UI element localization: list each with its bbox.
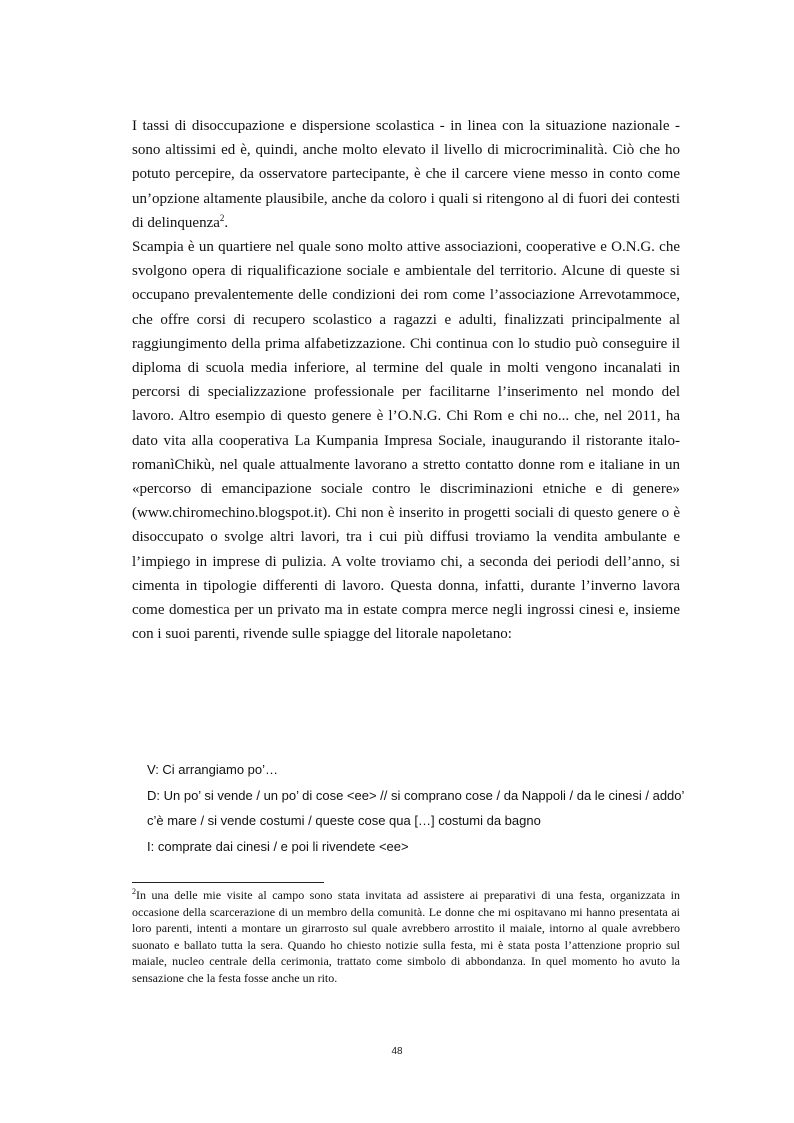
footnote-text: In una delle mie visite al campo sono stata invitata ad assistere ai preparativi di una festa, organizzata in occasione della scarcerazione di un membro della comunità. Le donne che mi ospitavano mi hanno presentata ai loro parenti, intenti a montare un girarrosto sul quale avrebbero arrostito il maiale, intorno al quale avrebbero suonato e ballato tutta la sera. Quando ho chiesto notizie sulla festa, mi è stata posta l’attenzione proprio sul maiale, nucleo centrale della cerimonia, trattato come simbolo di abbondanza. In quel momento ho avuto la sensazione che la festa fosse anche un rito. [132, 888, 680, 985]
paragraph-1-end: . [224, 214, 229, 231]
main-text [132, 114, 680, 646]
paragraph-2: Scampia è un quartiere nel quale sono molto attive associazioni, cooperative e O.N.G. che svolgono opera di riqualificazione sociale e ambientale del territorio. Alcune di queste si occupano prevalentemente delle condizioni dei rom come l’associazione Arrevotammoce, che offre corsi di recupero scolastico a ragazzi e adulti, finalizzati principalmente al raggiungimento della prima alfabetizzazione. Chi continua con lo studio può conseguire il diploma di scuola media inferiore, al termine del quale in molti vengono incanalati in percorsi di specializzazione professionale per facilitarne l’inserimento nel mondo del lavoro. Altro esempio di questo genere è l’O.N.G. Chi Rom e chi no... che, nel 2011, ha dato vita alla cooperativa La Kumpania Impresa Sociale, inaugurando il ristorante italo-romanìChikù, nel quale attualmente lavorano a stretto contatto donne rom e italiane in un «percorso di emancipazione sociale contro le discriminazioni etniche e di genere» (www.chiromechino.blogspot.it). Chi non è inserito in progetti sociali di questo genere o è disoccupato o svolge altri lavori, tra i cui più diffusi troviamo la vendita ambulante e l’impiego in imprese di pulizia. A volte troviamo chi, a seconda dei periodi dell’anno, si cimenta in tipologie differenti di lavoro. Questa donna, infatti, durante l’inverno lavora come domestica per un privato ma in estate compra merce negli ingrossi cinesi e, insieme con i suoi parenti, rivende sulle spiagge del litorale napoletano: [132, 239, 680, 643]
transcript-line-1: V: Ci arrangiamo po’… [147, 762, 279, 777]
interview-transcript [147, 757, 687, 859]
page-number: 48 [391, 1046, 403, 1057]
footnote-reference: 2 [219, 212, 225, 223]
footnote-number: 2 [132, 887, 136, 896]
transcript-line-3: I: comprate dai cinesi / e poi li rivendete <ee> [147, 838, 409, 854]
transcript-line-2: D: Un po’ si vende / un po’ di cose <ee> // si comprano cose / da Nappoli / da le cinesi / addo’ c’è mare / si vende costumi / queste cose qua […] costumi da bagno [147, 787, 684, 828]
footnote [132, 887, 680, 987]
paragraph-1-text: I tassi di disoccupazione e dispersione scolastica - in linea con la situazione nazionale - sono altissimi ed è, quindi, anche molto elevato il livello di microcriminalità. Ciò che ho potuto percepire, da osservatore partecipante, è che il carcere viene messo in conto come un’opzione altamente plausibile, anche da coloro i quali si ritengono al di fuori dei contesti di delinquenza [132, 118, 680, 231]
paragraph-1 [132, 114, 680, 235]
footnote-divider [132, 882, 324, 883]
